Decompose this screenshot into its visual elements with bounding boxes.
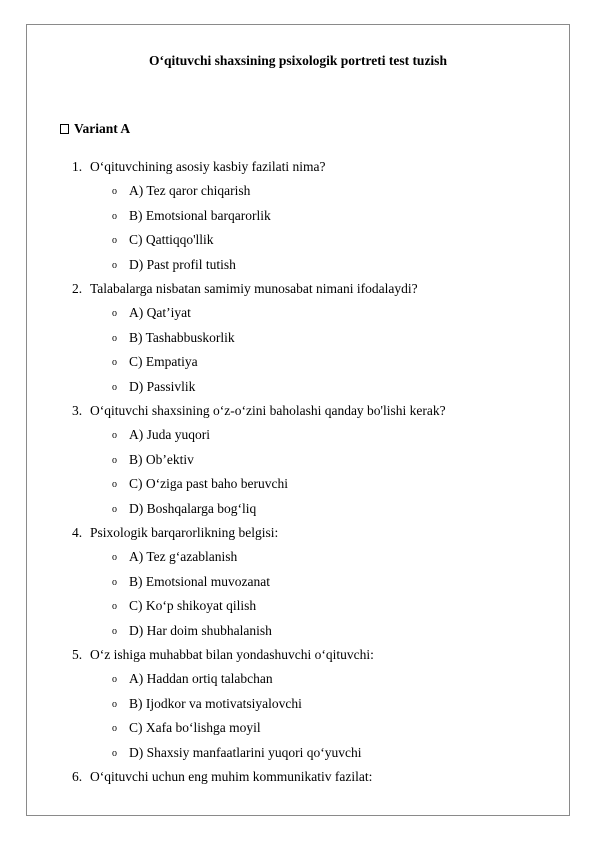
circle-bullet-icon: o xyxy=(112,552,117,563)
question-number: 3. xyxy=(72,403,83,418)
question xyxy=(72,277,552,301)
answer-option xyxy=(72,228,552,253)
option-text: D) Boshqalarga bog‘liq xyxy=(129,500,257,516)
option-text: A) Tez g‘azablanish xyxy=(129,549,238,564)
circle-bullet-icon: o xyxy=(112,723,117,734)
option-text: A) Juda yuqori xyxy=(129,427,210,442)
answer-option xyxy=(72,326,552,351)
option-text: B) Ob’ektiv xyxy=(129,451,194,467)
question-number: 5. xyxy=(72,647,83,662)
circle-bullet-icon: o xyxy=(112,186,117,197)
document-title: O‘qituvchi shaxsining psixologik portreti test tuzish xyxy=(149,53,447,68)
answer-option xyxy=(72,204,552,229)
circle-bullet-icon: o xyxy=(112,308,117,319)
option-text: C) O‘ziga past baho beruvchi xyxy=(129,476,288,491)
option-text: B) Emotsional muvozanat xyxy=(129,573,270,589)
option-text: D) Har doim shubhalanish xyxy=(129,622,272,638)
option-text: D) Passivlik xyxy=(129,378,196,394)
circle-bullet-icon: o xyxy=(112,747,117,759)
question-text: Talabalarga nisbatan samimiy munosabat nimani ifodalaydi? xyxy=(90,281,418,296)
circle-bullet-icon: o xyxy=(112,357,117,368)
option-text: C) Xafa bo‘lishga moyil xyxy=(129,720,261,735)
circle-bullet-icon: o xyxy=(112,430,117,441)
question-number: 2. xyxy=(72,281,83,296)
question xyxy=(72,643,552,667)
variant-label: Variant A xyxy=(74,121,131,136)
answer-option xyxy=(72,667,552,692)
answer-option xyxy=(72,350,552,375)
circle-bullet-icon: o xyxy=(112,454,117,466)
circle-bullet-icon: o xyxy=(112,576,117,588)
answer-option xyxy=(72,594,552,619)
circle-bullet-icon: o xyxy=(112,625,117,637)
circle-bullet-icon: o xyxy=(112,698,117,710)
question-number: 6. xyxy=(72,769,83,784)
question-text: O‘qituvchining asosiy kasbiy fazilati nima? xyxy=(90,159,326,174)
circle-bullet-icon: o xyxy=(112,235,117,246)
option-text: C) Qattiqqo'llik xyxy=(129,232,214,247)
circle-bullet-icon: o xyxy=(112,601,117,612)
question-text: Psixologik barqarorlikning belgisi: xyxy=(90,525,279,540)
answer-option xyxy=(72,179,552,204)
question xyxy=(72,521,552,545)
answer-option xyxy=(72,692,552,717)
question-text: O‘qituvchi shaxsining o‘z-o‘zini baholashi qanday bo'lishi kerak? xyxy=(90,403,446,418)
answer-option xyxy=(72,375,552,400)
circle-bullet-icon: o xyxy=(112,503,117,515)
option-text: D) Past profil tutish xyxy=(129,256,236,272)
question-number: 1. xyxy=(72,159,83,174)
circle-bullet-icon: o xyxy=(112,332,117,344)
question-list xyxy=(72,155,552,789)
circle-bullet-icon: o xyxy=(112,674,117,685)
circle-bullet-icon: o xyxy=(112,210,117,222)
answer-option xyxy=(72,570,552,595)
option-text: B) Emotsional barqarorlik xyxy=(129,207,271,223)
answer-option xyxy=(72,301,552,326)
answer-option xyxy=(72,472,552,497)
variant-heading xyxy=(60,121,130,137)
answer-option xyxy=(72,423,552,448)
question-text: O‘qituvchi uchun eng muhim kommunikativ fazilat: xyxy=(90,769,373,784)
circle-bullet-icon: o xyxy=(112,259,117,271)
answer-option xyxy=(72,448,552,473)
checkbox-icon xyxy=(60,124,69,134)
answer-option xyxy=(72,619,552,644)
option-text: B) Ijodkor va motivatsiyalovchi xyxy=(129,695,302,711)
answer-option xyxy=(72,253,552,278)
answer-option xyxy=(72,741,552,766)
question-text: O‘z ishiga muhabbat bilan yondashuvchi o‘qituvchi: xyxy=(90,647,374,662)
answer-option xyxy=(72,545,552,570)
question-number: 4. xyxy=(72,525,83,540)
question xyxy=(72,155,552,179)
circle-bullet-icon: o xyxy=(112,479,117,490)
option-text: B) Tashabbuskorlik xyxy=(129,329,235,345)
question xyxy=(72,765,552,789)
option-text: A) Haddan ortiq talabchan xyxy=(129,671,273,686)
answer-option xyxy=(72,497,552,522)
option-text: A) Qat’iyat xyxy=(129,305,191,320)
option-text: D) Shaxsiy manfaatlarini yuqori qo‘yuvchi xyxy=(129,744,362,760)
option-text: A) Tez qaror chiqarish xyxy=(129,183,251,198)
option-text: C) Empatiya xyxy=(129,354,198,369)
question xyxy=(72,399,552,423)
answer-option xyxy=(72,716,552,741)
option-text: C) Ko‘p shikoyat qilish xyxy=(129,598,257,613)
circle-bullet-icon: o xyxy=(112,381,117,393)
